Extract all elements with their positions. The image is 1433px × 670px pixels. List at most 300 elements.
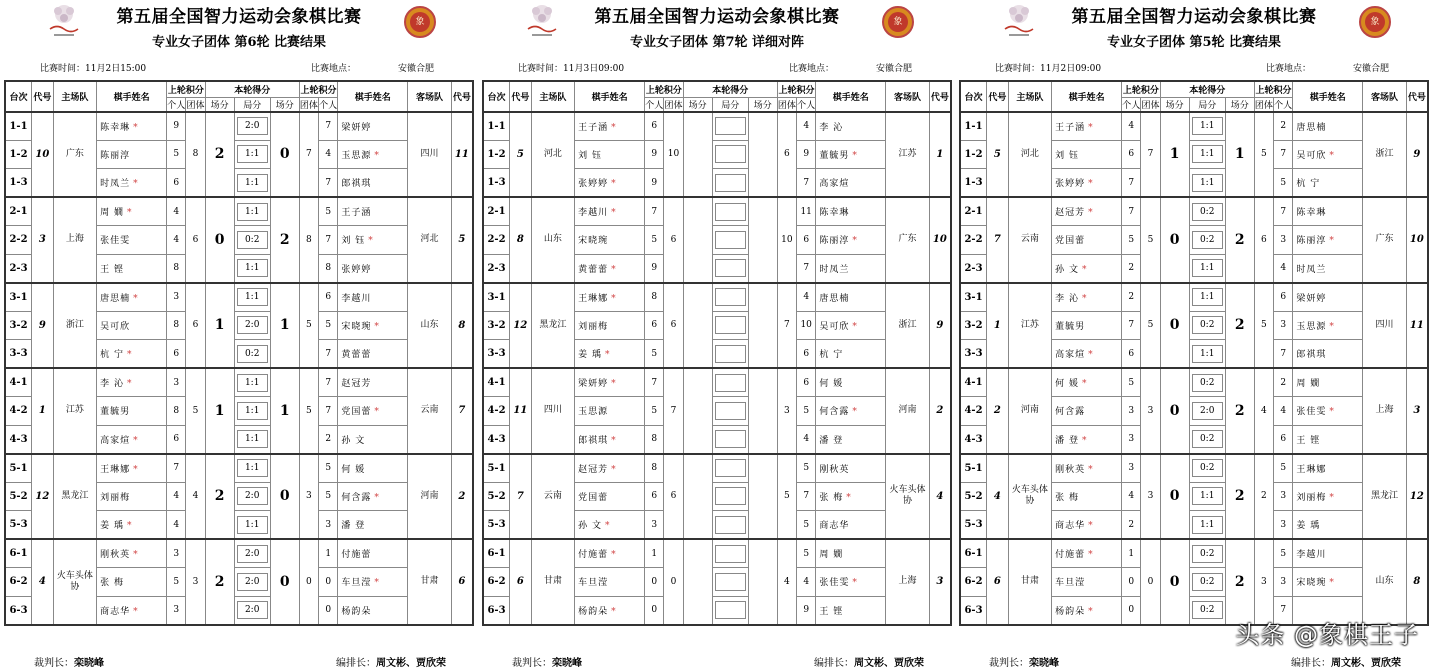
home-player-name (97, 454, 167, 483)
home-player-name (575, 254, 645, 283)
away-player-name (338, 169, 408, 198)
board-score (715, 459, 746, 477)
table-no: 5-2 (483, 482, 510, 511)
away-team-points: 5 (299, 368, 318, 454)
board-score (715, 601, 746, 619)
home-indiv-points: 5 (645, 397, 664, 426)
table-no: 5-2 (5, 482, 32, 511)
board-score: 1:1 (237, 516, 268, 534)
home-team-points: 6 (664, 454, 683, 540)
col-home-team-pts: 团体 (1141, 97, 1160, 112)
first-move-marker: * (133, 122, 139, 133)
home-player-name (97, 112, 167, 141)
board-score-cell (1189, 254, 1225, 283)
home-player-name (97, 596, 167, 625)
player-name-text: 赵冠芳 (341, 379, 372, 389)
board-score-cell (1189, 568, 1225, 597)
away-team-points: 2 (1254, 454, 1273, 540)
first-move-marker: * (852, 578, 858, 589)
home-player-name (575, 283, 645, 312)
player-name-text: 张婷婷 (1055, 179, 1086, 189)
player-name-text: 付施蕾 (578, 550, 609, 560)
home-indiv-points: 7 (1122, 311, 1141, 340)
player-name-text: 刘丽梅 (100, 492, 131, 503)
table-no: 1-1 (5, 112, 32, 141)
col-board-score: 局分 (234, 97, 270, 112)
away-indiv-points: 6 (797, 368, 816, 397)
away-player-name (1293, 340, 1363, 369)
away-indiv-points: 2 (1274, 368, 1293, 397)
first-move-marker: * (127, 379, 133, 389)
col-round-score: 本轮得分 (683, 81, 777, 97)
away-indiv-points: 7 (1274, 197, 1293, 226)
away-team-points: 4 (1254, 368, 1273, 454)
home-team-name: 黑龙江 (531, 283, 574, 369)
away-team-code: 12 (1406, 454, 1428, 540)
table-no: 5-3 (483, 511, 510, 540)
away-indiv-points: 6 (797, 226, 816, 255)
home-player-name (1052, 511, 1122, 540)
player-name-text: 高家煊 (100, 435, 131, 446)
board-score: 0:2 (1192, 459, 1223, 477)
table-no: 4-2 (960, 397, 987, 426)
table-no: 5-1 (960, 454, 987, 483)
first-move-marker: * (127, 208, 133, 218)
home-indiv-points: 4 (167, 482, 186, 511)
time-label: 比赛时间： (995, 64, 1041, 74)
board-score-cell (234, 169, 270, 198)
away-team-points: 5 (1254, 112, 1273, 198)
away-team-name: 云南 (408, 368, 451, 454)
home-player-name (1052, 283, 1122, 312)
home-player-name (1052, 254, 1122, 283)
home-team-name: 江苏 (1008, 283, 1051, 369)
away-indiv-points: 11 (797, 197, 816, 226)
home-indiv-points: 8 (167, 254, 186, 283)
player-name-text: 杭 宁 (100, 350, 125, 360)
first-move-marker: * (605, 521, 611, 531)
player-name-text: 车旦滢 (341, 578, 372, 589)
home-team-points: 8 (186, 112, 205, 198)
col-home-player: 棋手姓名 (575, 81, 645, 112)
board-score (715, 259, 746, 277)
board-score: 2:0 (237, 545, 268, 563)
player-name-text: 张婷婷 (341, 264, 372, 275)
board-score: 0:2 (1192, 545, 1223, 563)
home-player-name (1052, 169, 1122, 198)
first-move-marker: * (1088, 521, 1094, 531)
col-away-team: 客场队 (1363, 81, 1406, 112)
away-indiv-points: 7 (1274, 340, 1293, 369)
away-team-name: 四川 (408, 112, 451, 198)
away-indiv-points: 7 (797, 482, 816, 511)
home-indiv-points: 3 (167, 368, 186, 397)
away-team-name: 广东 (886, 197, 929, 283)
board-score: 2:0 (1192, 402, 1223, 420)
home-team-code: 12 (510, 283, 532, 369)
table-no: 5-1 (5, 454, 32, 483)
first-move-marker: * (127, 350, 133, 360)
player-name-text: 杭 宁 (819, 350, 844, 360)
first-move-marker: * (611, 550, 617, 560)
col-away-indiv: 个人 (319, 97, 338, 112)
board-score-cell (234, 368, 270, 397)
away-player-name (816, 112, 886, 141)
col-away-code: 代号 (929, 81, 951, 112)
home-indiv-points: 4 (1122, 482, 1141, 511)
home-team-name: 江苏 (53, 368, 96, 454)
home-player-name (1052, 340, 1122, 369)
home-team-code: 5 (510, 112, 532, 198)
player-name-text: 张 梅 (1055, 492, 1080, 503)
home-indiv-points: 2 (1122, 254, 1141, 283)
home-team-code: 7 (510, 454, 532, 540)
board-score: 0:2 (1192, 316, 1223, 334)
col-away-last-points: 上轮积分 (1254, 81, 1293, 97)
away-indiv-points: 5 (797, 454, 816, 483)
col-away-field: 场分 (748, 97, 777, 112)
board-score-cell (1189, 197, 1225, 226)
home-player-name (575, 140, 645, 169)
home-indiv-points: 5 (645, 340, 664, 369)
player-name-text: 陈丽淳 (100, 150, 131, 161)
player-name-text: 董毓男 (819, 150, 850, 161)
player-name-text: 高家煊 (1055, 350, 1086, 360)
player-name-text: 李越川 (578, 208, 609, 218)
away-player-name (338, 140, 408, 169)
board-score-cell (712, 539, 748, 568)
col-home-last-points: 上轮积分 (645, 81, 684, 97)
home-team-name: 河北 (531, 112, 574, 198)
first-move-marker: * (1082, 264, 1088, 275)
table-no: 1-3 (960, 169, 987, 198)
home-player-name (97, 140, 167, 169)
table-no: 2-1 (960, 197, 987, 226)
away-player-name (816, 197, 886, 226)
player-name-text: 刘 钰 (578, 150, 603, 161)
away-player-name (1293, 254, 1363, 283)
player-name-text: 姜 瑀 (1296, 521, 1321, 531)
away-field-score: 1 (1225, 112, 1254, 198)
player-name-text: 唐思楠 (1296, 122, 1327, 133)
away-indiv-points: 5 (1274, 169, 1293, 198)
place-label: 比赛地点： (1265, 64, 1311, 74)
first-move-marker: * (1329, 236, 1335, 247)
home-player-name (1052, 197, 1122, 226)
table-no: 5-3 (5, 511, 32, 540)
board-score (715, 174, 746, 192)
player-name-text: 时凤兰 (1296, 264, 1327, 275)
board-score-cell (1189, 425, 1225, 454)
away-player-name (1293, 226, 1363, 255)
away-team-points: 7 (777, 283, 796, 369)
away-player-name (816, 397, 886, 426)
player-name-text: 杨韵朵 (341, 606, 372, 617)
board-score: 1:1 (237, 174, 268, 192)
col-away-indiv: 个人 (797, 97, 816, 112)
first-move-marker: * (1088, 550, 1094, 560)
first-move-marker: * (374, 578, 380, 589)
first-move-marker: * (133, 179, 139, 189)
board-score-cell (712, 511, 748, 540)
match-meta (482, 61, 952, 77)
player-name-text: 孙 文 (341, 435, 366, 446)
table-row (960, 112, 1428, 141)
player-name-text: 周 嫺 (1296, 379, 1321, 389)
col-home-indiv: 个人 (1122, 97, 1141, 112)
player-name-text: 郎祺琪 (578, 435, 609, 446)
table-no: 3-2 (5, 311, 32, 340)
sheet-header (4, 0, 474, 60)
away-team-code: 10 (929, 197, 951, 283)
away-team-code: 3 (1406, 368, 1428, 454)
table-no: 2-2 (960, 226, 987, 255)
away-player-name (1293, 568, 1363, 597)
table-row (5, 112, 473, 141)
player-name-text: 何 媛 (819, 379, 844, 389)
home-player-name (97, 539, 167, 568)
away-indiv-points: 3 (1274, 226, 1293, 255)
home-team-code: 4 (32, 539, 54, 625)
board-score: 1:1 (1192, 145, 1223, 163)
home-indiv-points: 6 (1122, 140, 1141, 169)
away-player-name (1293, 454, 1363, 483)
away-indiv-points: 4 (1274, 254, 1293, 283)
home-field-score (683, 454, 712, 540)
table-no: 3-3 (960, 340, 987, 369)
player-name-text: 时凤兰 (819, 264, 850, 275)
home-player-name (575, 568, 645, 597)
col-round-score: 本轮得分 (1160, 81, 1254, 97)
col-away-team: 客场队 (408, 81, 451, 112)
board-score-cell (234, 425, 270, 454)
away-player-name (338, 368, 408, 397)
first-move-marker: * (374, 407, 380, 418)
event-title: 第五届全国智力运动会象棋比赛 (116, 7, 362, 27)
player-name-text: 唐思楠 (100, 293, 131, 304)
home-player-name (575, 169, 645, 198)
away-player-name (816, 226, 886, 255)
away-team-code: 3 (929, 539, 951, 625)
player-name-text: 王 铿 (819, 606, 844, 617)
col-home-last-points: 上轮积分 (167, 81, 206, 97)
table-no: 1-1 (483, 112, 510, 141)
player-name-text: 刘丽梅 (578, 321, 609, 332)
away-player-name (338, 254, 408, 283)
table-row (5, 283, 473, 312)
header-row (483, 81, 951, 97)
home-team-code: 10 (32, 112, 54, 198)
away-indiv-points: 2 (319, 425, 338, 454)
away-team-name: 江苏 (886, 112, 929, 198)
match-time (518, 61, 624, 74)
col-table-no: 台次 (483, 81, 510, 112)
event-title: 第五届全国智力运动会象棋比赛 (594, 7, 840, 27)
col-away-player: 棋手姓名 (1293, 81, 1363, 112)
away-team-code: 5 (451, 197, 473, 283)
away-player-name (816, 454, 886, 483)
match-meta (4, 61, 474, 77)
table-no: 6-3 (483, 596, 510, 625)
away-indiv-points: 9 (797, 140, 816, 169)
board-score-cell (1189, 596, 1225, 625)
first-move-marker: * (852, 150, 858, 161)
table-no: 2-3 (483, 254, 510, 283)
table-no: 6-1 (960, 539, 987, 568)
player-name-text: 商志华 (819, 521, 850, 531)
time-label: 比赛时间： (40, 64, 86, 74)
away-field-score: 2 (1225, 283, 1254, 369)
first-move-marker: * (1088, 179, 1094, 189)
time-value: 11月2日09:00 (1040, 64, 1102, 74)
home-player-name (1052, 140, 1122, 169)
home-team-name: 山东 (531, 197, 574, 283)
away-player-name (338, 397, 408, 426)
first-move-marker: * (1329, 321, 1335, 332)
board-score-cell (712, 482, 748, 511)
home-indiv-points: 6 (645, 311, 664, 340)
home-team-code: 6 (510, 539, 532, 625)
table-row (483, 197, 951, 226)
away-team-points: 5 (1254, 283, 1273, 369)
table-no: 1-2 (960, 140, 987, 169)
player-name-text: 周 嫺 (100, 208, 125, 218)
board-score (715, 345, 746, 363)
board-score: 1:1 (237, 374, 268, 392)
col-home-code: 代号 (987, 81, 1009, 112)
home-team-points: 6 (186, 197, 205, 283)
player-name-text: 吴可欣 (819, 321, 850, 332)
home-indiv-points: 5 (1122, 226, 1141, 255)
first-move-marker: * (133, 606, 139, 617)
player-name-text: 王 铿 (100, 264, 125, 275)
time-value: 11月2日15:00 (85, 64, 147, 74)
board-score-cell (1189, 539, 1225, 568)
table-row (960, 454, 1428, 483)
board-score-cell (712, 340, 748, 369)
away-team-code: 7 (451, 368, 473, 454)
away-indiv-points: 4 (797, 283, 816, 312)
player-name-text: 董毓男 (1055, 321, 1086, 332)
col-home-field: 场分 (1160, 97, 1189, 112)
away-team-points: 4 (777, 539, 796, 625)
home-team-points: 7 (1141, 112, 1160, 198)
home-indiv-points: 3 (1122, 454, 1141, 483)
player-name-text: 潘 登 (819, 435, 844, 446)
home-field-score: 0 (1160, 197, 1189, 283)
player-name-text: 孙 文 (578, 521, 603, 531)
board-score: 1:1 (237, 430, 268, 448)
table-no: 5-3 (960, 511, 987, 540)
player-name-text: 陈丽淳 (1296, 236, 1327, 247)
board-score-cell (234, 226, 270, 255)
board-score-cell (1189, 311, 1225, 340)
home-indiv-points: 9 (645, 140, 664, 169)
away-team-code: 2 (451, 454, 473, 540)
home-player-name (1052, 397, 1122, 426)
board-score (715, 402, 746, 420)
first-move-marker: * (611, 464, 617, 475)
away-team-code: 8 (451, 283, 473, 369)
table-row (960, 283, 1428, 312)
player-name-text: 吴可欣 (100, 321, 131, 332)
player-name-text: 刘 钰 (1055, 150, 1080, 161)
away-indiv-points: 1 (319, 539, 338, 568)
away-indiv-points: 5 (319, 311, 338, 340)
board-score-cell (712, 197, 748, 226)
table-no: 2-1 (483, 197, 510, 226)
home-player-name (575, 197, 645, 226)
board-score (715, 117, 746, 135)
away-field-score: 0 (270, 112, 299, 198)
referee-label: 裁判长： (989, 658, 1029, 669)
board-score: 0:2 (237, 345, 268, 363)
chief-arranger (1291, 654, 1401, 669)
board-score (715, 231, 746, 249)
home-player-name (575, 482, 645, 511)
table-no: 4-2 (483, 397, 510, 426)
board-score: 1:1 (1192, 516, 1223, 534)
home-player-name (575, 311, 645, 340)
player-name-text: 赵冠芳 (1055, 208, 1086, 218)
table-row (483, 283, 951, 312)
table-no: 2-2 (483, 226, 510, 255)
home-indiv-points: 3 (167, 283, 186, 312)
home-player-name (1052, 482, 1122, 511)
away-indiv-points: 3 (1274, 482, 1293, 511)
first-move-marker: * (1082, 379, 1088, 389)
table-row (483, 454, 951, 483)
sheet-header (482, 0, 952, 60)
away-player-name (816, 482, 886, 511)
player-name-text: 刚秋英 (1055, 464, 1086, 475)
first-move-marker: * (611, 435, 617, 446)
board-score-cell (234, 568, 270, 597)
home-indiv-points: 4 (167, 511, 186, 540)
col-home-player: 棋手姓名 (97, 81, 167, 112)
table-row (483, 368, 951, 397)
col-away-field: 场分 (270, 97, 299, 112)
table-no: 4-3 (483, 425, 510, 454)
away-team-name: 山东 (1363, 539, 1406, 625)
home-field-score (683, 539, 712, 625)
home-team-code: 1 (32, 368, 54, 454)
board-score-cell (234, 511, 270, 540)
player-name-text: 玉思源 (578, 407, 609, 418)
time-label: 比赛时间： (518, 64, 564, 74)
away-team-name: 甘肃 (408, 539, 451, 625)
player-name-text: 王子涵 (1055, 122, 1086, 133)
away-field-score: 0 (270, 539, 299, 625)
away-player-name (816, 568, 886, 597)
player-name-text: 郎祺琪 (1296, 350, 1327, 360)
table-no: 3-2 (483, 311, 510, 340)
first-move-marker: * (127, 521, 133, 531)
col-away-code: 代号 (1406, 81, 1428, 112)
home-player-name (1052, 454, 1122, 483)
first-move-marker: * (368, 236, 374, 247)
away-indiv-points: 5 (319, 482, 338, 511)
chief-arranger (336, 654, 446, 669)
results-table (4, 80, 474, 626)
away-player-name (338, 197, 408, 226)
home-field-score: 0 (1160, 368, 1189, 454)
player-name-text: 王琳娜 (578, 293, 609, 304)
player-name-text: 宋晓琬 (578, 236, 609, 247)
home-player-name (97, 226, 167, 255)
col-away-team-pts: 团体 (777, 97, 796, 112)
col-away-team-pts: 团体 (299, 97, 318, 112)
